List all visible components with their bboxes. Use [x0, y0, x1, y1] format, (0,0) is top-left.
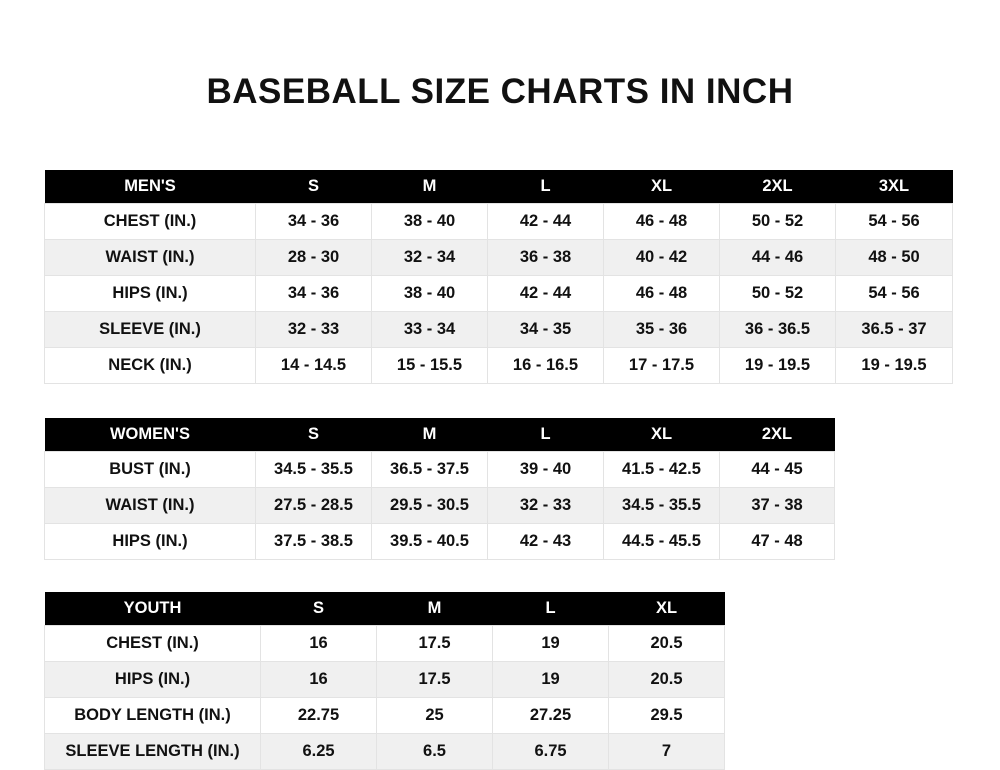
cell: 36 - 38: [488, 240, 604, 276]
womens-table-body: [45, 452, 835, 560]
mens-header-3xl: 3XL: [836, 170, 953, 204]
cell: 36.5 - 37: [836, 312, 953, 348]
cell: 17.5: [377, 626, 493, 662]
table-header-row: [45, 170, 953, 204]
womens-header-xl: XL: [604, 418, 720, 452]
table-row: [45, 524, 835, 560]
cell: 29.5 - 30.5: [372, 488, 488, 524]
row-label: HIPS (IN.): [45, 276, 256, 312]
cell: 19: [493, 626, 609, 662]
youth-header-m: M: [377, 592, 493, 626]
youth-header-l: L: [493, 592, 609, 626]
womens-header-category: WOMEN'S: [45, 418, 256, 452]
row-label: NECK (IN.): [45, 348, 256, 384]
youth-header-category: YOUTH: [45, 592, 261, 626]
table-row: [45, 452, 835, 488]
cell: 36.5 - 37.5: [372, 452, 488, 488]
cell: 33 - 34: [372, 312, 488, 348]
row-label: WAIST (IN.): [45, 240, 256, 276]
row-label: SLEEVE LENGTH (IN.): [45, 734, 261, 770]
cell: 14 - 14.5: [256, 348, 372, 384]
cell: 16 - 16.5: [488, 348, 604, 384]
mens-header-2xl: 2XL: [720, 170, 836, 204]
mens-header-l: L: [488, 170, 604, 204]
cell: 16: [261, 662, 377, 698]
cell: 19: [493, 662, 609, 698]
mens-header-category: MEN'S: [45, 170, 256, 204]
mens-table-body: [45, 204, 953, 384]
mens-size-table: [44, 170, 953, 384]
table-row: [45, 276, 953, 312]
mens-header-xl: XL: [604, 170, 720, 204]
table-row: [45, 698, 725, 734]
cell: 35 - 36: [604, 312, 720, 348]
cell: 29.5: [609, 698, 725, 734]
table-row: [45, 488, 835, 524]
cell: 34 - 36: [256, 276, 372, 312]
womens-table-header: [45, 418, 835, 452]
cell: 25: [377, 698, 493, 734]
cell: 47 - 48: [720, 524, 835, 560]
cell: 38 - 40: [372, 276, 488, 312]
cell: 44.5 - 45.5: [604, 524, 720, 560]
cell: 44 - 45: [720, 452, 835, 488]
cell: 6.5: [377, 734, 493, 770]
row-label: HIPS (IN.): [45, 662, 261, 698]
cell: 48 - 50: [836, 240, 953, 276]
cell: 32 - 33: [256, 312, 372, 348]
cell: 32 - 33: [488, 488, 604, 524]
cell: 15 - 15.5: [372, 348, 488, 384]
youth-header-xl: XL: [609, 592, 725, 626]
cell: 38 - 40: [372, 204, 488, 240]
cell: 54 - 56: [836, 204, 953, 240]
cell: 20.5: [609, 662, 725, 698]
table-row: [45, 312, 953, 348]
mens-header-m: M: [372, 170, 488, 204]
womens-header-2xl: 2XL: [720, 418, 835, 452]
cell: 42 - 44: [488, 276, 604, 312]
cell: 17 - 17.5: [604, 348, 720, 384]
youth-table-header: [45, 592, 725, 626]
cell: 28 - 30: [256, 240, 372, 276]
youth-header-s: S: [261, 592, 377, 626]
cell: 19 - 19.5: [720, 348, 836, 384]
cell: 42 - 44: [488, 204, 604, 240]
cell: 34 - 35: [488, 312, 604, 348]
page-title: BASEBALL SIZE CHARTS IN INCH: [206, 72, 794, 111]
row-label: WAIST (IN.): [45, 488, 256, 524]
youth-table-body: [45, 626, 725, 770]
table-row: [45, 204, 953, 240]
table-header-row: [45, 418, 835, 452]
row-label: HIPS (IN.): [45, 524, 256, 560]
cell: 20.5: [609, 626, 725, 662]
cell: 37.5 - 38.5: [256, 524, 372, 560]
table-row: [45, 348, 953, 384]
youth-size-table: [44, 592, 725, 770]
cell: 34.5 - 35.5: [604, 488, 720, 524]
cell: 50 - 52: [720, 276, 836, 312]
cell: 37 - 38: [720, 488, 835, 524]
table-row: [45, 662, 725, 698]
table-spacer: [44, 560, 956, 592]
womens-header-m: M: [372, 418, 488, 452]
cell: 34 - 36: [256, 204, 372, 240]
cell: 39 - 40: [488, 452, 604, 488]
table-row: [45, 240, 953, 276]
table-spacer: [44, 384, 956, 418]
row-label: BODY LENGTH (IN.): [45, 698, 261, 734]
row-label: CHEST (IN.): [45, 626, 261, 662]
cell: 16: [261, 626, 377, 662]
cell: 34.5 - 35.5: [256, 452, 372, 488]
mens-header-s: S: [256, 170, 372, 204]
cell: 39.5 - 40.5: [372, 524, 488, 560]
mens-table-header: [45, 170, 953, 204]
cell: 17.5: [377, 662, 493, 698]
row-label: BUST (IN.): [45, 452, 256, 488]
tables-container: [0, 170, 1000, 770]
cell: 22.75: [261, 698, 377, 734]
row-label: SLEEVE (IN.): [45, 312, 256, 348]
table-row: [45, 626, 725, 662]
cell: 46 - 48: [604, 204, 720, 240]
womens-header-s: S: [256, 418, 372, 452]
cell: 19 - 19.5: [836, 348, 953, 384]
cell: 7: [609, 734, 725, 770]
cell: 32 - 34: [372, 240, 488, 276]
cell: 6.25: [261, 734, 377, 770]
cell: 44 - 46: [720, 240, 836, 276]
cell: 36 - 36.5: [720, 312, 836, 348]
cell: 27.25: [493, 698, 609, 734]
cell: 27.5 - 28.5: [256, 488, 372, 524]
cell: 50 - 52: [720, 204, 836, 240]
cell: 42 - 43: [488, 524, 604, 560]
womens-header-l: L: [488, 418, 604, 452]
cell: 40 - 42: [604, 240, 720, 276]
row-label: CHEST (IN.): [45, 204, 256, 240]
cell: 46 - 48: [604, 276, 720, 312]
womens-size-table: [44, 418, 835, 560]
cell: 41.5 - 42.5: [604, 452, 720, 488]
cell: 54 - 56: [836, 276, 953, 312]
table-header-row: [45, 592, 725, 626]
cell: 6.75: [493, 734, 609, 770]
